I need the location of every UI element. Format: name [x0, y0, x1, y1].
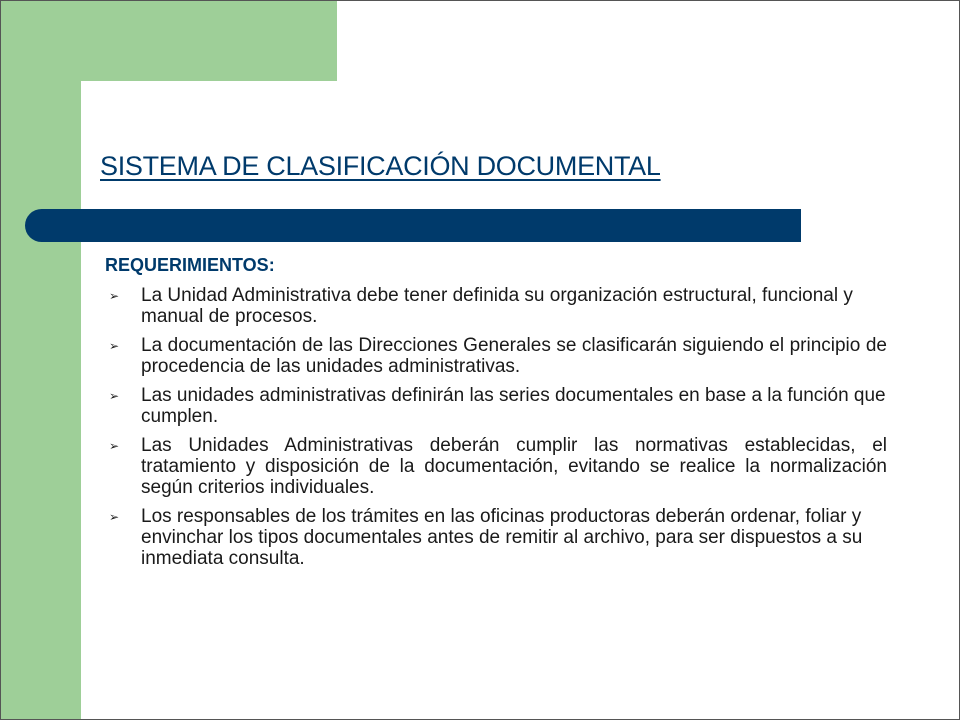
top-green-block	[81, 1, 337, 81]
list-item	[105, 435, 887, 498]
arrow-bullet-icon: ➢	[109, 439, 120, 453]
list-item-text: La documentación de las Direcciones Generales se clasificarán siguiendo el principio de procedencia de las unidades administrativas.	[141, 335, 887, 377]
arrow-bullet-icon: ➢	[109, 289, 120, 303]
title-divider-bar	[25, 209, 801, 242]
slide-content	[105, 255, 887, 577]
list-item	[105, 335, 887, 377]
list-item	[105, 285, 887, 327]
list-item-text: La Unidad Administrativa debe tener definida su organización estructural, funcional y manual de procesos.	[141, 285, 853, 327]
arrow-bullet-icon: ➢	[109, 339, 120, 353]
section-heading: REQUERIMIENTOS:	[105, 255, 275, 275]
arrow-bullet-icon: ➢	[109, 510, 120, 524]
arrow-bullet-icon: ➢	[109, 389, 120, 403]
list-item-text: Las Unidades Administrativas deberán cumplir las normativas establecidas, el tratamiento y disposición de la documentación, evitando se realice la normalización según criterios individuales.	[141, 435, 887, 498]
slide-title: SISTEMA DE CLASIFICACIÓN DOCUMENTAL	[100, 151, 661, 181]
list-item	[105, 506, 887, 569]
list-item-text: Los responsables de los trámites en las oficinas productoras deberán ordenar, foliar y envinchar los tipos documentales antes de remitir al archivo, para ser dispuestos a su inmediata consulta.	[141, 506, 863, 569]
list-item	[105, 385, 887, 427]
list-item-text: Las unidades administrativas definirán las series documentales en base a la función que cumplen.	[141, 385, 886, 427]
rounded-corner	[81, 81, 141, 141]
requirements-list	[105, 285, 887, 569]
left-green-bar	[1, 1, 81, 719]
